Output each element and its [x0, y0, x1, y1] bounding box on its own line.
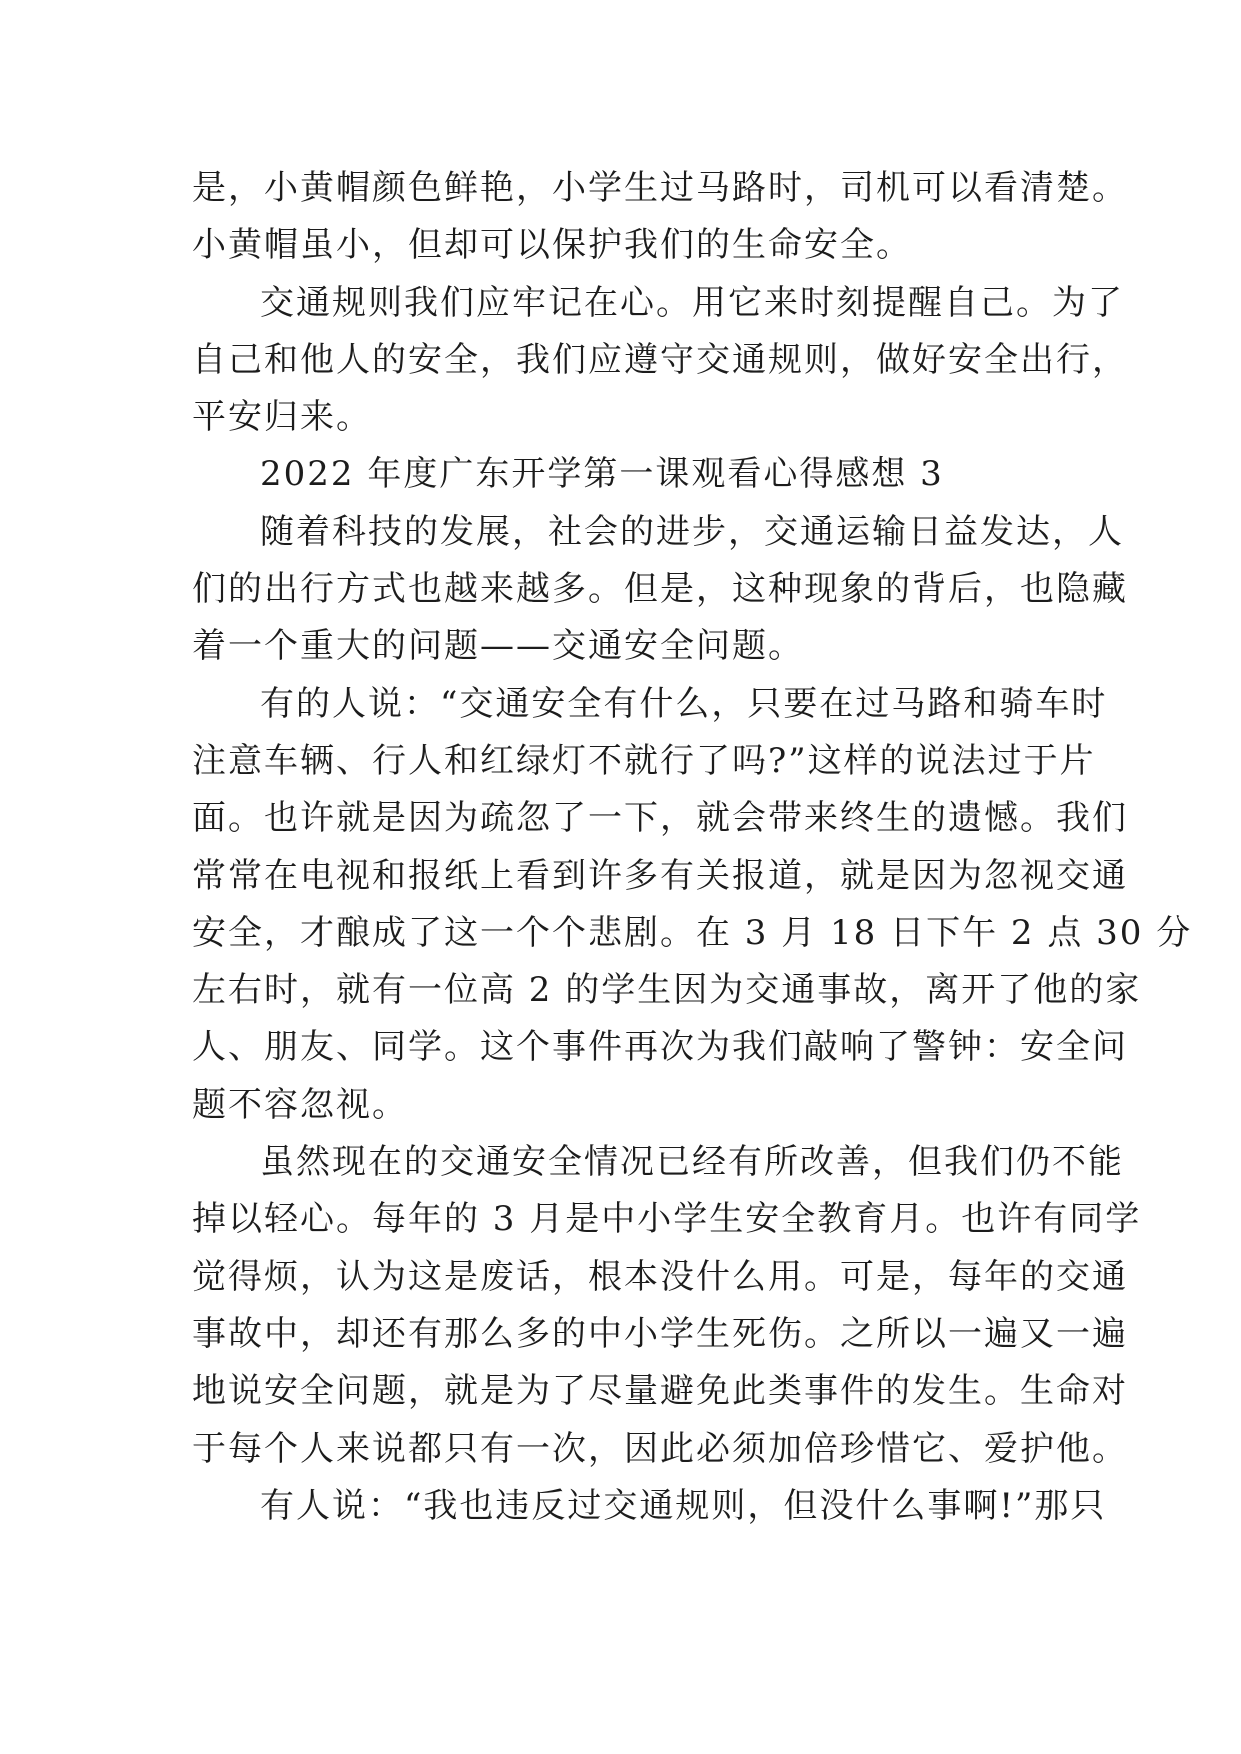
- text-line: 面。也许就是因为疏忽了一下，就会带来终生的遗憾。我们: [192, 798, 1128, 839]
- text-line: 小黄帽虽小，但却可以保护我们的生命安全。: [192, 225, 912, 266]
- document-body: [192, 160, 1193, 1535]
- text-line: 人、朋友、同学。这个事件再次为我们敲响了警钟：安全问: [192, 1027, 1128, 1068]
- text-line: 平安归来。: [192, 397, 372, 438]
- text-line: 常常在电视和报纸上看到许多有关报道，就是因为忽视交通: [192, 855, 1128, 896]
- text-line: 自己和他人的安全，我们应遵守交通规则，做好安全出行，: [192, 339, 1128, 380]
- section-heading: 2022 年度广东开学第一课观看心得感想 3: [260, 454, 944, 495]
- text-line: 们的出行方式也越来越多。但是，这种现象的背后，也隐藏: [192, 569, 1128, 610]
- text-line: 左右时，就有一位高 2 的学生因为交通事故，离开了他的家: [192, 970, 1142, 1011]
- paragraph-first-line: 有的人说：“交通安全有什么，只要在过马路和骑车时: [260, 683, 1108, 724]
- paragraph-first-line: 虽然现在的交通安全情况已经有所改善，但我们仍不能: [260, 1142, 1124, 1183]
- text-line: 注意车辆、行人和红绿灯不就行了吗?”这样的说法过于片: [192, 740, 1096, 781]
- paragraph-first-line: 有人说：“我也违反过交通规则，但没什么事啊!”那只: [260, 1485, 1107, 1526]
- text-line: 地说安全问题，就是为了尽量避免此类事件的发生。生命对: [192, 1371, 1128, 1412]
- text-line: 于每个人来说都只有一次，因此必须加倍珍惜它、爱护他。: [192, 1428, 1128, 1469]
- paragraph-first-line: 随着科技的发展，社会的进步，交通运输日益发达，人: [260, 511, 1124, 552]
- text-line: 题不容忽视。: [192, 1084, 408, 1125]
- text-line: 事故中，却还有那么多的中小学生死伤。之所以一遍又一遍: [192, 1313, 1128, 1354]
- text-line: 安全，才酿成了这一个个悲剧。在 3 月 18 日下午 2 点 30 分: [192, 912, 1193, 953]
- text-line: 觉得烦，认为这是废话，根本没什么用。可是，每年的交通: [192, 1256, 1128, 1297]
- text-line: 掉以轻心。每年的 3 月是中小学生安全教育月。也许有同学: [192, 1199, 1142, 1240]
- paragraph-first-line: 交通规则我们应牢记在心。用它来时刻提醒自己。为了: [260, 282, 1124, 323]
- text-line: 着一个重大的问题——交通安全问题。: [192, 626, 804, 667]
- text-line: 是，小黄帽颜色鲜艳，小学生过马路时，司机可以看清楚。: [192, 168, 1128, 208]
